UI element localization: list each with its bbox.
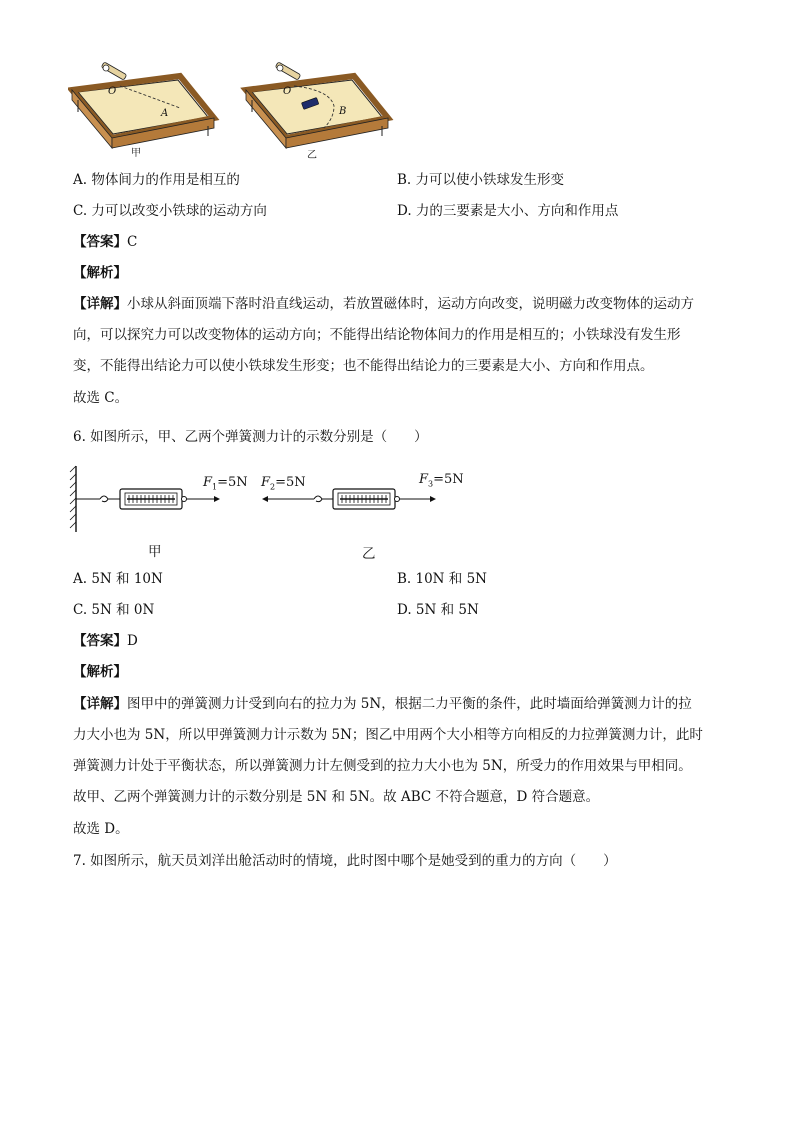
label-f2: [261, 475, 306, 496]
q6-option-c: C. 5N 和 0N: [73, 602, 155, 618]
q6-option-a: A. 5N 和 10N: [73, 571, 163, 587]
board-yi: [246, 62, 388, 148]
q6-detail-text-1: 图甲中的弹簧测力计受到向右的拉力为 5N，根据二力平衡的条件，此时墙面给弹簧测力计的拉: [127, 696, 692, 712]
label-f3: [419, 472, 464, 493]
q6-analysis-tag: 【解析】: [73, 664, 127, 680]
q5-detail-line-3: 变，不能得出结论力可以使小铁球发生形变；也不能得出结论力的三要素是大小、方向和作用点。: [73, 358, 654, 374]
f1-subscript: 1: [212, 482, 218, 492]
q6-detail-line-3: 弹簧测力计处于平衡状态，所以弹簧测力计左侧受到的拉力大小也为 5N，所受力的作用效果与甲相同。: [73, 758, 692, 774]
f1-symbol: F: [203, 475, 213, 490]
f2-symbol: F: [261, 475, 271, 490]
caption-jia-q5: 甲: [131, 148, 141, 159]
q5-option-b: B. 力可以使小铁球发生形变: [397, 172, 565, 188]
f2-value: =5N: [275, 475, 306, 490]
q6-detail-line-2: 力大小也为 5N，所以甲弹簧测力计示数为 5N；图乙中用两个大小相等方向相反的力拉弹簧测力计，此时: [73, 727, 703, 743]
q5-figure-svg: [68, 62, 398, 167]
q6-detail-line-4: 故甲、乙两个弹簧测力计的示数分别是 5N 和 5N。故 ABC 不符合题意，D 符合题意。: [73, 789, 600, 805]
q5-analysis-tag: 【解析】: [73, 265, 127, 281]
q5-detail-text-1: 小球从斜面顶端下落时沿直线运动，若放置磁体时，运动方向改变，说明磁力改变物体的运动方: [127, 296, 694, 312]
q5-answer: [73, 234, 137, 250]
label-b: B: [339, 106, 347, 117]
q6-conclusion: 故选 D。: [73, 821, 129, 837]
f1-value: =5N: [217, 475, 248, 490]
q6-figure: [68, 462, 468, 538]
q5-detail-line-2: 向，可以探究力可以改变物体的运动方向；不能得出结论物体间力的作用是相互的；小铁球没有发生形: [73, 327, 681, 343]
q5-option-d: D. 力的三要素是大小、方向和作用点: [397, 203, 619, 219]
label-a: A: [161, 108, 169, 119]
q6-option-d: D. 5N 和 5N: [397, 602, 479, 618]
caption-jia-q6: 甲: [148, 544, 162, 560]
q6-detail-line-1: [73, 696, 692, 712]
q6-figure-svg: [68, 462, 468, 538]
f2-subscript: 2: [270, 482, 276, 492]
caption-yi-q5: 乙: [307, 150, 317, 161]
q7-stem: 7. 如图所示，航天员刘洋出舱活动时的情境，此时图中哪个是她受到的重力的方向（ ）: [73, 853, 617, 869]
q5-detail-tag: 【详解】: [73, 296, 127, 312]
q6-answer: [73, 633, 138, 649]
q5-figure: [68, 62, 398, 167]
q6-detail-tag: 【详解】: [73, 696, 127, 712]
q5-answer-tag: 【答案】: [73, 234, 127, 250]
q5-conclusion: 故选 C。: [73, 390, 129, 406]
q5-option-c: C. 力可以改变小铁球的运动方向: [73, 203, 267, 219]
f3-value: =5N: [433, 472, 464, 487]
label-f1: [203, 475, 248, 496]
q6-option-b: B. 10N 和 5N: [397, 571, 487, 587]
q6-stem: 6. 如图所示，甲、乙两个弹簧测力计的示数分别是（ ）: [73, 429, 428, 445]
f3-subscript: 3: [428, 479, 434, 489]
q5-detail-line-1: [73, 296, 694, 312]
q5-answer-value: C: [127, 234, 138, 250]
label-o-yi: O: [283, 86, 292, 97]
q5-option-a: A. 物体间力的作用是相互的: [73, 172, 240, 188]
board-jia: [72, 62, 214, 148]
q6-answer-tag: 【答案】: [73, 633, 127, 649]
q6-answer-value: D: [127, 633, 138, 649]
f3-symbol: F: [419, 472, 429, 487]
caption-yi-q6: 乙: [362, 546, 376, 562]
label-o-jia: O: [108, 86, 117, 97]
scale-jia: [70, 466, 220, 532]
